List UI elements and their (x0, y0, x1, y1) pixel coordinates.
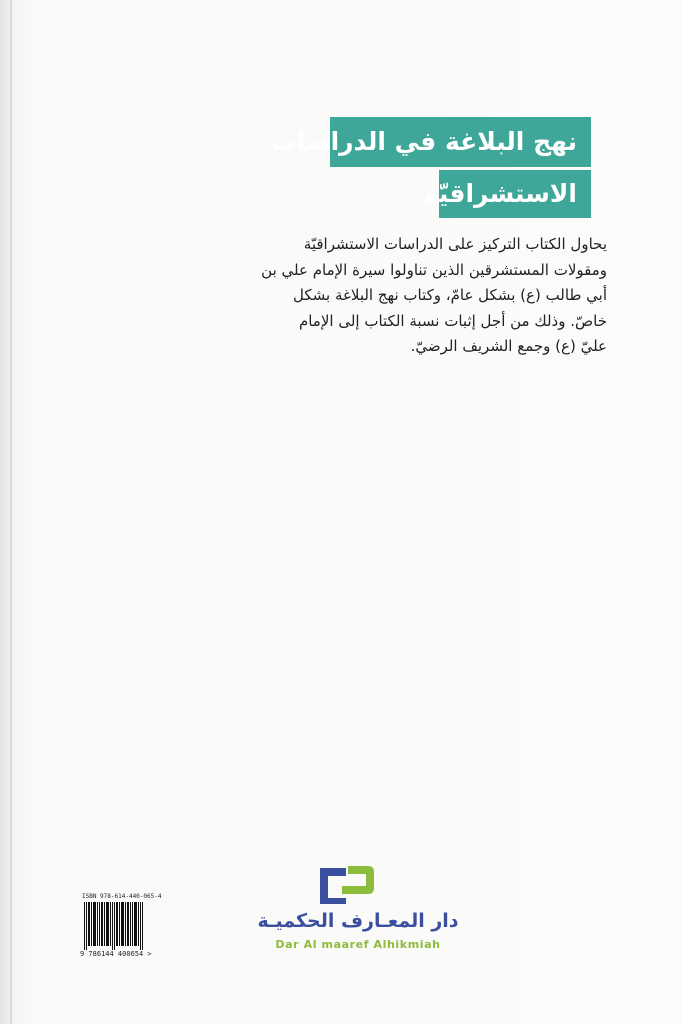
description-line: ومقولات المستشرقين الذين تناولوا سيرة الإمام علي بن (261, 260, 607, 279)
publisher-name-english: Dar Al maaref Alhikmiah (275, 938, 441, 951)
title-line-2: الاستشراقيّة (439, 170, 591, 218)
barcode-block (80, 893, 170, 963)
description-text (262, 232, 607, 360)
description-line: عليّ (ع) وجمع الشريف الرضيّ. (410, 337, 607, 355)
publisher-name-arabic: دار المعـارف الحكميـة (257, 910, 459, 932)
spine-edge (10, 0, 12, 1024)
description-line: يحاول الكتاب التركيز على الدراسات الاستشراقيّة (303, 235, 607, 253)
publisher-logo-icon (318, 864, 376, 906)
isbn-text: ISBN 978-614-440-065-4 (82, 893, 162, 900)
description-line: خاصّ. وذلك من أجل إثبات نسبة الكتاب إلى الإمام (298, 311, 607, 330)
barcode-icon (84, 902, 144, 950)
description-line: أبي طالب (ع) بشكل عامّ، وكتاب نهج البلاغة بشكل (293, 286, 607, 304)
publisher-block (240, 864, 476, 964)
title-line-1: نهج البلاغة في الدراسات (330, 117, 591, 167)
barcode-digits: 9 786144 400654 > (80, 950, 152, 958)
